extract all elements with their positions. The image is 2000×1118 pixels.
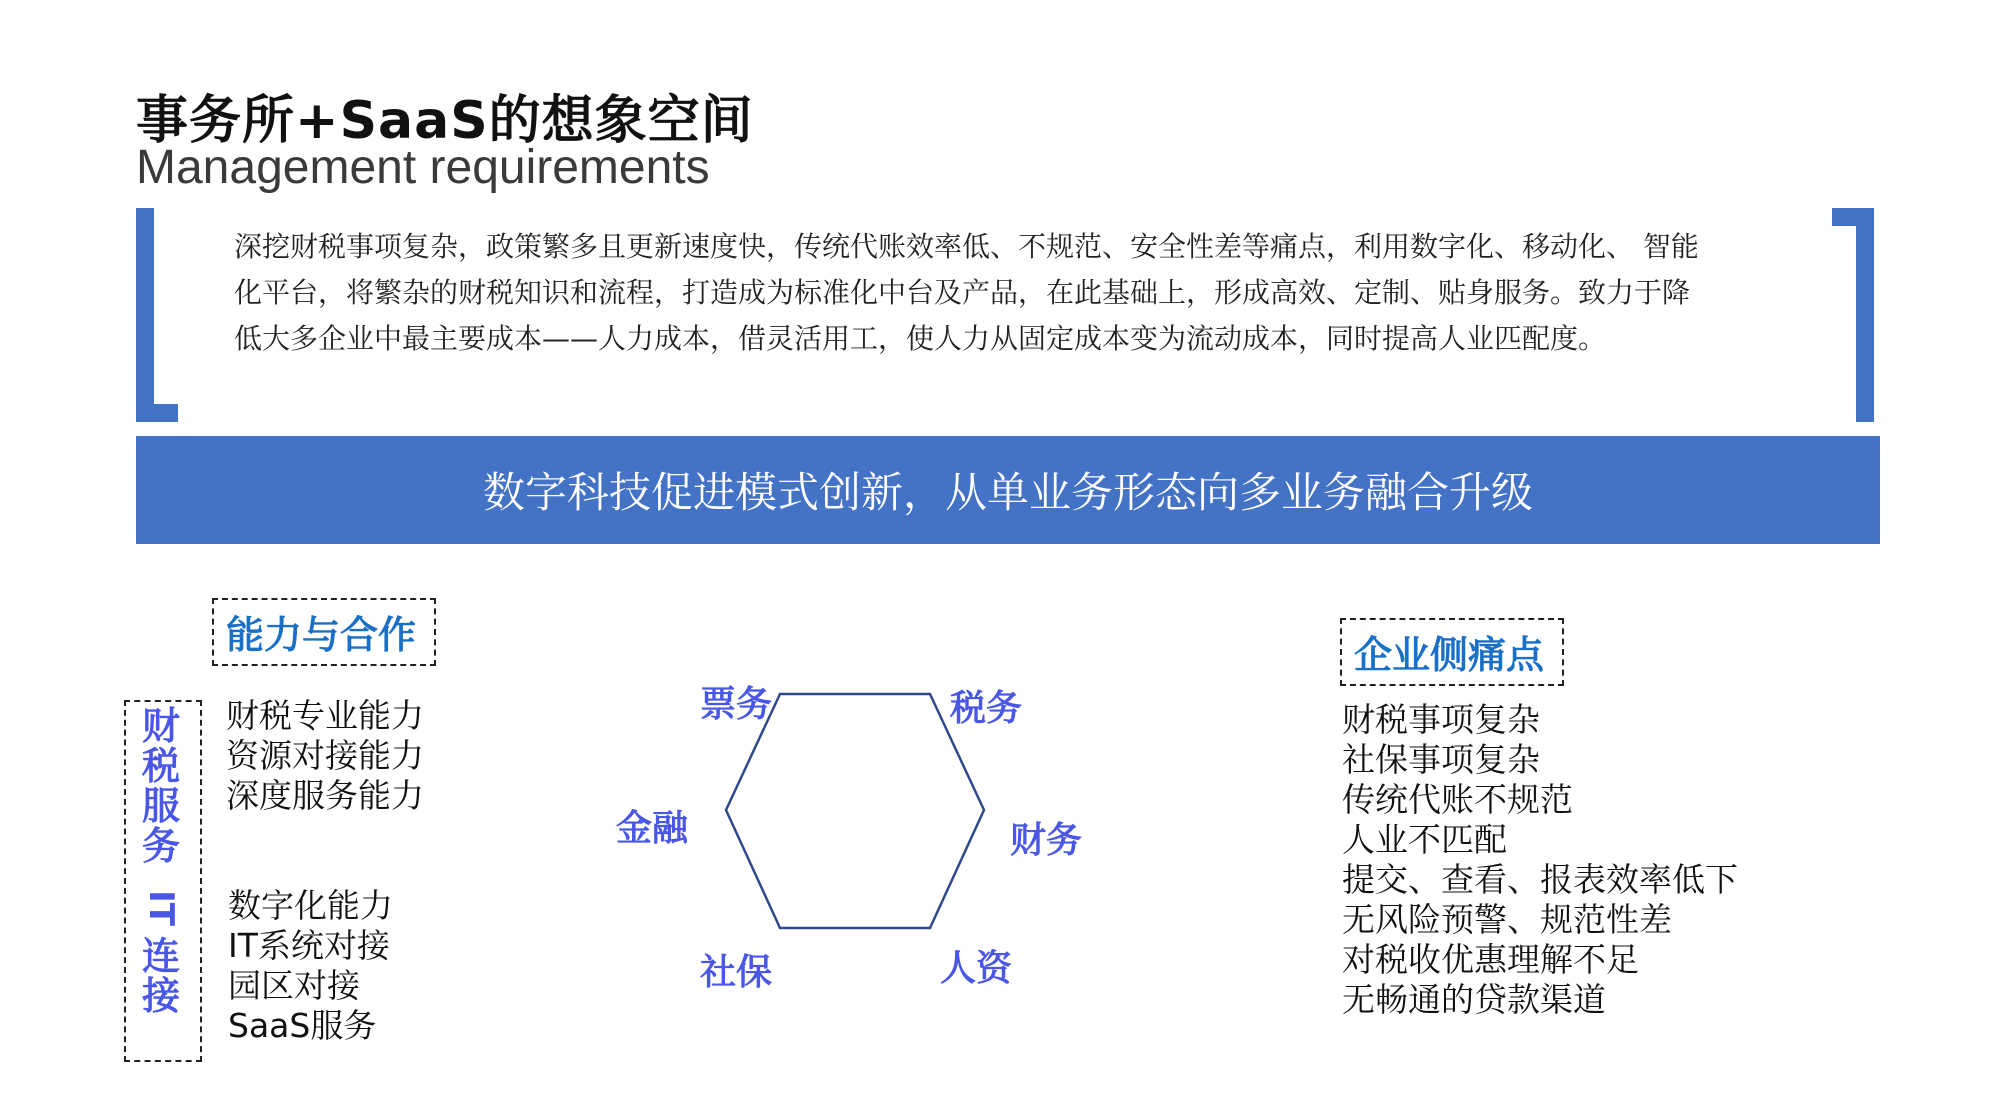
pain-point-list	[1342, 700, 1738, 1020]
list-item: 数字化能力	[228, 886, 393, 925]
intro-paragraph	[234, 224, 1794, 362]
left-bracket-vertical	[136, 208, 154, 422]
intro-line: 深挖财税事项复杂，政策繁多且更新速度快，传统代账效率低、不规范、安全性差等痛点，利用数字化、移动化、 智能	[234, 230, 1699, 263]
list-item: 社保事项复杂	[1342, 740, 1540, 779]
node-tax: 税务	[950, 688, 1023, 729]
list-item: 深度服务能力	[226, 776, 424, 815]
banner	[136, 436, 1880, 544]
capability-list-finance	[226, 696, 424, 816]
pain-heading: 企业侧痛点	[1354, 633, 1545, 677]
list-item: 财税事项复杂	[1342, 700, 1540, 739]
banner-text: 数字科技促进模式创新，从单业务形态向多业务融合升级	[482, 468, 1533, 517]
hexagon-outline	[726, 694, 984, 928]
node-ticket: 票务	[700, 684, 773, 725]
list-item: 无风险预警、规范性差	[1342, 900, 1672, 939]
page-subtitle: Management requirements	[136, 141, 710, 194]
list-item: 财税专业能力	[226, 696, 424, 735]
page-title: 事务所+SaaS的想象空间	[136, 91, 754, 151]
node-finance: 财务	[1010, 820, 1083, 861]
list-item: SaaS服务	[228, 1006, 377, 1045]
it-label-latin: IT	[141, 890, 181, 926]
list-item: 无畅通的贷款渠道	[1342, 980, 1606, 1019]
capability-heading: 能力与合作	[226, 613, 417, 657]
intro-line: 化平台，将繁杂的财税知识和流程，打造成为标准化中台及产品，在此基础上，形成高效、定制、贴身服务。致力于降	[234, 276, 1691, 309]
list-item: 对税收优惠理解不足	[1342, 940, 1639, 979]
list-item: 资源对接能力	[226, 736, 424, 775]
right-bracket-vertical	[1856, 208, 1874, 422]
node-social-security: 社保	[700, 952, 773, 993]
list-item: 提交、查看、报表效率低下	[1342, 860, 1738, 899]
list-item: 人业不匹配	[1342, 820, 1507, 859]
right-bracket-top	[1832, 208, 1874, 226]
node-hr: 人资	[940, 948, 1013, 989]
it-label-chars: 连接	[141, 934, 180, 1018]
left-bracket-foot	[136, 404, 178, 422]
list-item: IT系统对接	[228, 926, 390, 965]
capability-list-it	[228, 886, 393, 1046]
list-item: 园区对接	[228, 966, 360, 1005]
list-item: 传统代账不规范	[1342, 780, 1573, 819]
intro-line: 低大多企业中最主要成本——人力成本，借灵活用工，使人力从固定成本变为流动成本，同时提高人业匹配度。	[234, 322, 1607, 355]
node-banking: 金融	[616, 808, 689, 849]
group-label-finance-tax: 财税服务	[141, 704, 180, 868]
group-label-it-connect	[141, 880, 181, 1016]
